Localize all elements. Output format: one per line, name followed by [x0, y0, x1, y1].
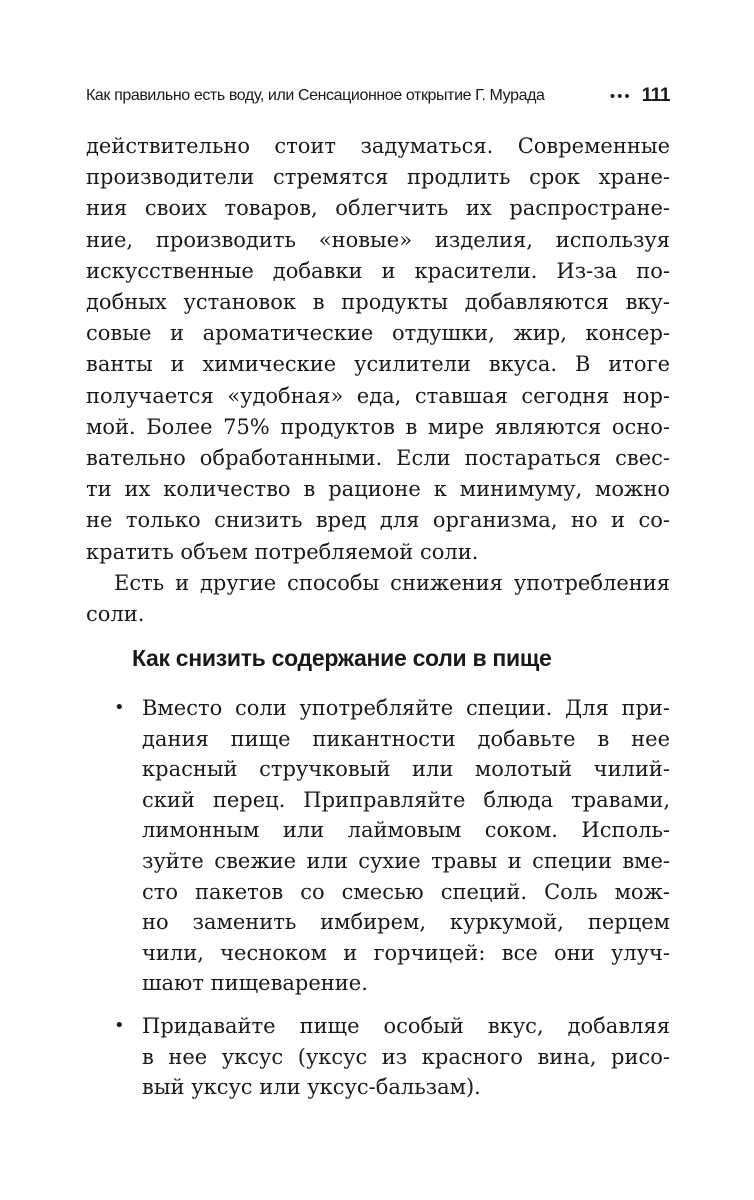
- header-right: [610, 85, 670, 107]
- text-line: действительно стоит задуматься. Современные: [86, 134, 670, 158]
- body-text: [86, 131, 670, 630]
- text-line: мой. Более 75% продуктов в мире являются осно-: [86, 414, 670, 439]
- text-line: Есть и другие способы снижения употребления: [114, 570, 670, 595]
- text-line: совые и ароматические отдушки, жир, консер-: [86, 321, 670, 346]
- paragraph-2: [86, 568, 670, 630]
- text-line: ванты и химические усилители вкуса. В итоге: [86, 352, 670, 377]
- text-line: вый уксус или уксус-бальзам).: [142, 1075, 481, 1100]
- text-line: производители стремятся продлить срок хране-: [86, 165, 670, 190]
- text-line: получается «удобная» еда, ставшая сегодня нор-: [86, 383, 670, 408]
- bullet-text: [142, 693, 670, 999]
- paragraph-1: [86, 131, 670, 568]
- list-item: [86, 1011, 670, 1103]
- text-line: в нее уксус (уксус из красного вина, рисо-: [142, 1044, 670, 1069]
- list-item: [86, 693, 670, 999]
- text-line: шают пищеварение.: [142, 971, 368, 996]
- text-line: соли.: [86, 602, 145, 627]
- text-line: искусственные добавки и красители. Из-за по-: [86, 258, 670, 283]
- text-line: дания пище пикантности добавьте в нее: [142, 726, 670, 751]
- text-line: кратить объем потребляемой соли.: [86, 539, 479, 564]
- text-line: вательно обработанными. Если постараться свес-: [86, 446, 670, 471]
- text-line: не только снизить вред для организма, но и со-: [86, 508, 670, 533]
- bullet-list: [86, 693, 670, 1115]
- text-line: Вместо соли употребляйте специи. Для при-: [142, 696, 670, 720]
- text-line: ния своих товаров, облегчить их распростране-: [86, 196, 670, 221]
- running-title: Как правильно есть воду, или Сенсационное открытие Г. Мурада: [86, 87, 545, 104]
- bullet-text: [142, 1011, 670, 1103]
- header-dots: •••: [609, 87, 632, 105]
- text-line: ский перец. Приправляйте блюда травами,: [142, 787, 670, 812]
- text-line: ние, производить «новые» изделия, используя: [86, 227, 670, 252]
- text-line: чили, чесноком и горчицей: все они улуч-: [142, 940, 670, 965]
- text-line: лимонным или лаймовым соком. Исполь-: [142, 818, 670, 843]
- section-heading: Как снизить содержание соли в пище: [132, 645, 552, 671]
- page-number: 111: [641, 85, 670, 106]
- text-line: ти их количество в рационе к минимуму, можно: [86, 477, 670, 502]
- bullet-icon: •: [114, 697, 125, 718]
- text-line: сто пакетов со смесью специй. Соль мож-: [142, 879, 670, 904]
- text-line: красный стручковый или молотый чилий-: [142, 757, 670, 782]
- bullet-icon: •: [114, 1014, 125, 1036]
- text-line: добных установок в продукты добавляются вку-: [86, 290, 670, 315]
- text-line: но заменить имбирем, куркумой, перцем: [142, 910, 670, 935]
- text-line: Придавайте пище особый вкус, добавляя: [142, 1013, 670, 1038]
- running-header: [86, 85, 670, 107]
- text-line: зуйте свежие или сухие травы и специи вме-: [142, 848, 670, 873]
